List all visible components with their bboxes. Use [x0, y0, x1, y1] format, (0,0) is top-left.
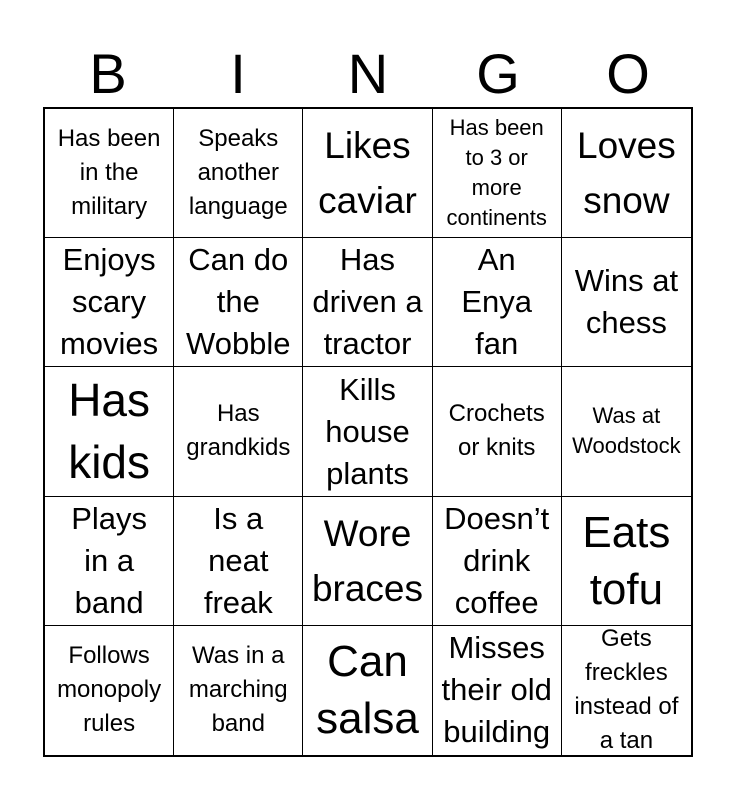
bingo-cell[interactable]: [303, 109, 432, 238]
bingo-cell[interactable]: [45, 109, 174, 238]
bingo-cell[interactable]: [433, 497, 562, 626]
cell-text: Wins at chess: [574, 263, 679, 341]
cell-text: Has been to 3 or more continents: [446, 115, 547, 231]
bingo-header: [43, 40, 693, 108]
cell-text: Enjoys scary movies: [59, 242, 159, 362]
bingo-cell[interactable]: [562, 626, 691, 755]
bingo-cell[interactable]: [303, 238, 432, 367]
bingo-cell[interactable]: [303, 626, 432, 755]
bingo-cell[interactable]: [174, 626, 303, 755]
cell-text: Doesn’t drink coffee: [444, 500, 550, 620]
header-letter-o: O: [606, 42, 650, 105]
header-letter-g: G: [476, 42, 520, 105]
cell-text: Loves snow: [577, 125, 676, 222]
bingo-cell[interactable]: [562, 109, 691, 238]
header-letter-n: N: [347, 42, 389, 105]
cell-text: Misses their old building: [441, 630, 552, 750]
bingo-cell[interactable]: [45, 367, 174, 496]
bingo-cell[interactable]: [433, 367, 562, 496]
cell-text: Has grandkids: [186, 400, 291, 462]
cell-text: Has been in the military: [57, 125, 161, 221]
bingo-cell[interactable]: [433, 238, 562, 367]
bingo-cell[interactable]: [562, 497, 691, 626]
bingo-cell[interactable]: [303, 367, 432, 496]
cell-text: Is a neat freak: [203, 500, 273, 620]
bingo-cell[interactable]: [45, 626, 174, 755]
header-letter-i: I: [230, 42, 246, 105]
cell-text: Wore braces: [311, 512, 424, 609]
cell-text: Can do the Wobble: [186, 242, 291, 362]
bingo-cell[interactable]: [562, 367, 691, 496]
header-letter-b: B: [89, 42, 127, 105]
bingo-cell[interactable]: [174, 367, 303, 496]
cell-text: Has kids: [68, 374, 150, 489]
bingo-cell[interactable]: [174, 109, 303, 238]
bingo-cell[interactable]: [562, 238, 691, 367]
cell-text: Has driven a tractor: [312, 242, 423, 362]
bingo-cell[interactable]: [303, 497, 432, 626]
bingo-cell[interactable]: [45, 497, 174, 626]
cell-text: Was at Woodstock: [572, 403, 681, 459]
cell-text: Can salsa: [316, 637, 419, 744]
cell-text: Speaks another language: [188, 125, 288, 221]
bingo-cell[interactable]: [433, 626, 562, 755]
cell-text: Follows monopoly rules: [57, 642, 162, 738]
cell-text: Gets freckles instead of a tan: [574, 625, 679, 755]
cell-text: Likes caviar: [318, 125, 417, 222]
cell-text: Crochets or knits: [448, 400, 545, 462]
bingo-cell[interactable]: [174, 238, 303, 367]
cell-text: Plays in a band: [71, 500, 147, 620]
bingo-cell[interactable]: [45, 238, 174, 367]
bingo-cell[interactable]: [174, 497, 303, 626]
cell-text: An Enya fan: [461, 242, 533, 362]
bingo-cell[interactable]: [433, 109, 562, 238]
cell-text: Was in a marching band: [188, 642, 288, 738]
bingo-board: [43, 107, 693, 757]
cell-text: Kills house plants: [325, 371, 410, 491]
cell-text: Eats tofu: [582, 507, 671, 614]
